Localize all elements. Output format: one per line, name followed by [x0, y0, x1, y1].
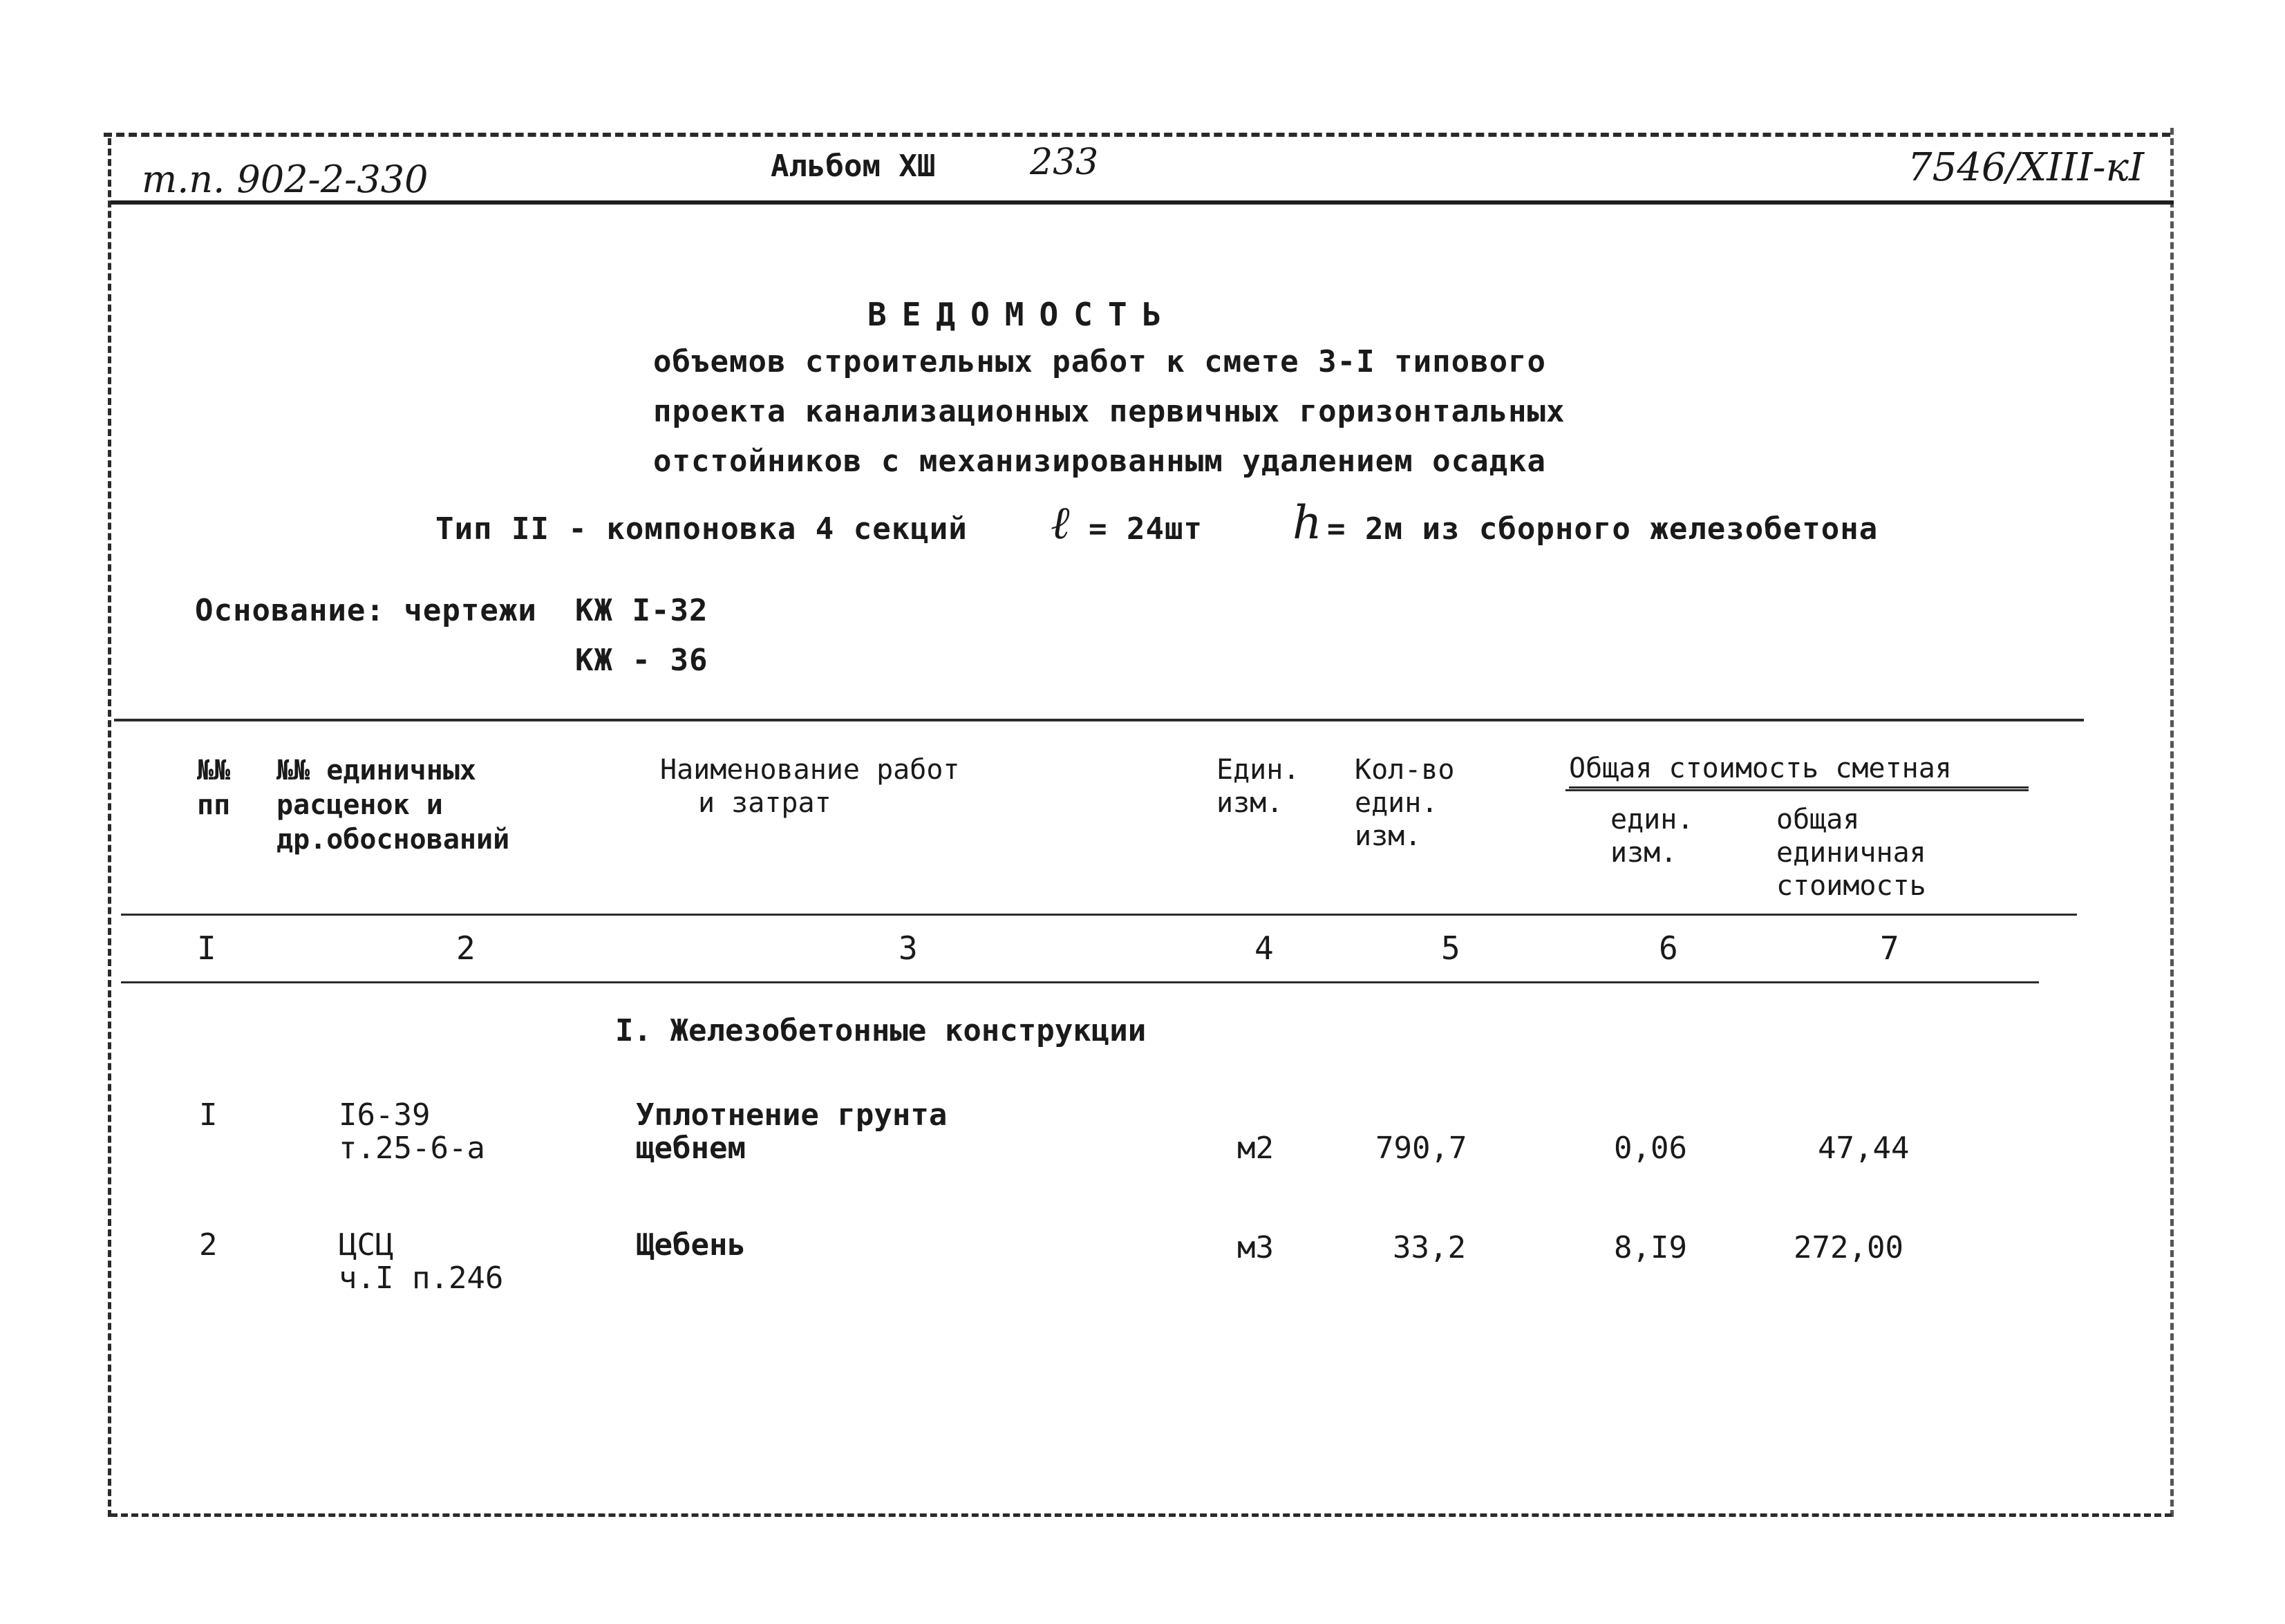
frame-bottom-border — [111, 1513, 2172, 1517]
column-number: 4 — [1254, 929, 1274, 967]
column-numbers-rule — [121, 981, 2039, 983]
row-1-num: I — [199, 1097, 218, 1133]
row-1-name: Уплотнение грунта щебнем — [636, 1097, 948, 1166]
row-2-qty: 33,2 — [1393, 1230, 1466, 1265]
basis-ref-1: КЖ I-32 — [575, 593, 708, 628]
basis-ref-2: КЖ - 36 — [575, 643, 708, 678]
header-group-cost: Общая стоимость сметная — [1569, 753, 1952, 784]
table-top-rule — [114, 719, 2084, 721]
group-header-underline — [1569, 786, 2029, 789]
column-number: I — [197, 929, 216, 967]
group-header-rule — [1565, 789, 2029, 791]
frame-right-border — [2170, 128, 2174, 1517]
registry-code: 7546/XIII-кI — [1908, 145, 2145, 190]
header-col-1: №№ пп — [197, 755, 231, 821]
row-1-qty: 790,7 — [1375, 1131, 1467, 1166]
type-line-prefix: Тип II - компоновка 4 секций — [435, 511, 968, 547]
row-2-unit: м3 — [1237, 1230, 1274, 1265]
header-col-7: общая единичная стоимость — [1776, 804, 1926, 902]
header-bottom-rule — [121, 914, 2077, 916]
subtitle-line-1: объемов строительных работ к смете 3-I типового — [653, 344, 1547, 379]
section-title: I. Железобетонные конструкции — [615, 1013, 1147, 1048]
row-2-name: Щебень — [636, 1227, 746, 1263]
header-col-5: Кол-во един. изм. — [1355, 754, 1455, 852]
height-symbol: h — [1292, 496, 1322, 549]
column-number: 2 — [456, 929, 476, 967]
row-1-unit: м2 — [1237, 1131, 1274, 1166]
frame-left-border — [108, 138, 111, 1517]
column-number: 3 — [899, 929, 918, 967]
row-2-unit-price: 8,I9 — [1614, 1230, 1687, 1265]
frame-top-border — [104, 133, 2170, 137]
column-number: 7 — [1880, 929, 1899, 967]
row-2-ref: ЦСЦ ч.I п.246 — [339, 1227, 504, 1296]
length-symbol: ℓ — [1051, 496, 1070, 549]
page-number: 233 — [1030, 142, 1099, 183]
document-title: ВЕДОМОСТЬ — [867, 296, 1177, 333]
album-label: Альбом XШ — [771, 149, 936, 184]
subtitle-line-2: проекта канализационных первичных горизонтальных — [653, 394, 1565, 429]
header-col-6: един. изм. — [1610, 804, 1694, 869]
row-1-total: 47,44 — [1818, 1131, 1910, 1166]
header-col-4: Един. изм. — [1216, 754, 1300, 819]
row-2-num: 2 — [199, 1227, 218, 1263]
row-1-ref: I6-39 т.25-6-а — [339, 1097, 485, 1166]
basis-label: Основание: чертежи — [195, 593, 537, 628]
project-code: т.п. 902-2-330 — [142, 158, 429, 201]
column-number: 6 — [1659, 929, 1678, 967]
header-col-2: №№ единичных расценок и др.обоснований — [276, 755, 510, 856]
row-1-unit-price: 0,06 — [1614, 1131, 1687, 1166]
length-value: = 24шт — [1089, 511, 1203, 547]
height-value: = 2м из сборного железобетона — [1327, 511, 1879, 547]
header-col-3: Наименование работ и затрат — [660, 754, 960, 819]
column-number: 5 — [1441, 929, 1460, 967]
subtitle-line-3: отстойников с механизированным удалением осадка — [653, 444, 1547, 479]
row-2-total: 272,00 — [1794, 1230, 1903, 1265]
